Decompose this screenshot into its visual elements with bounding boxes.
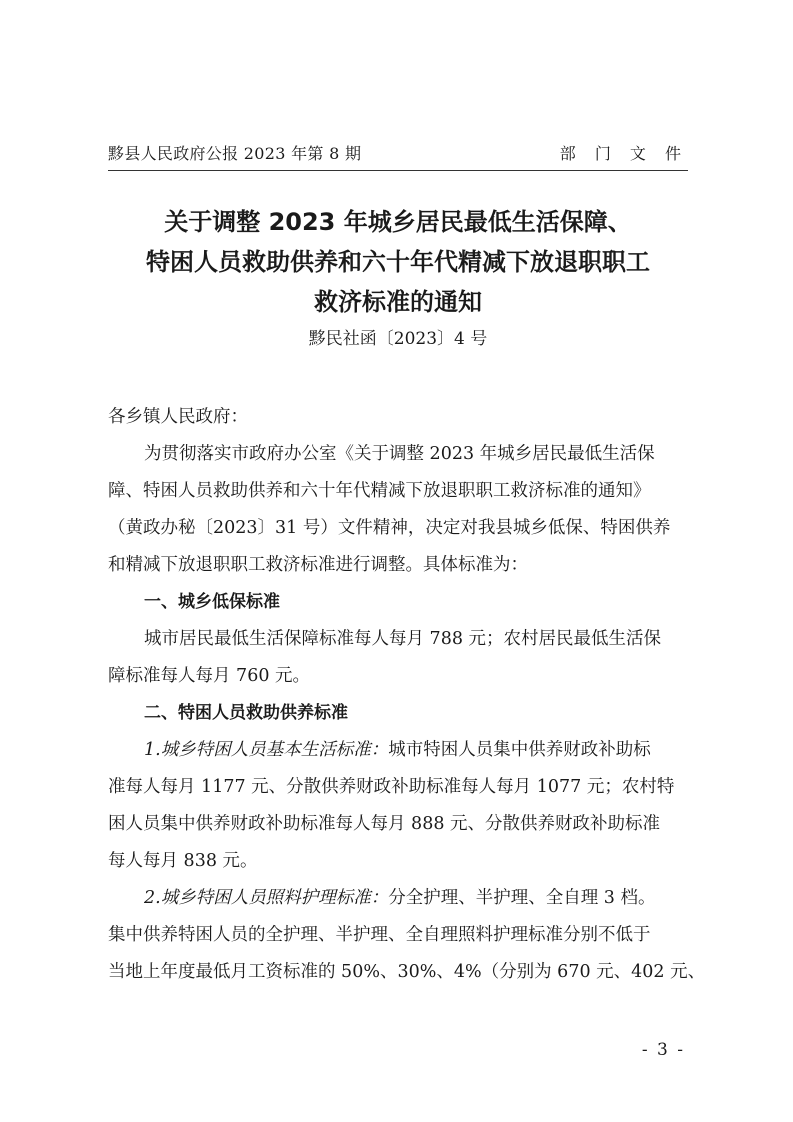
item-2-line xyxy=(108,880,688,917)
section-1-heading: 一、城乡低保标准 xyxy=(144,592,280,612)
intro-line: 障、特困人员救助供养和六十年代精减下放退职职工救济标准的通知》 xyxy=(108,481,651,501)
section-1-line: 障标准每人每月 760 元。 xyxy=(108,666,311,686)
title-line-1: 关于调整 2023 年城乡居民最低生活保障、 xyxy=(164,208,632,236)
document-title xyxy=(90,202,706,322)
section-2-heading: 二、特困人员救助供养标准 xyxy=(144,703,348,723)
salutation-text: 各乡镇人民政府： xyxy=(108,407,248,427)
intro-line: 和精减下放退职职工救济标准进行调整。具体标准为： xyxy=(108,555,528,575)
gazette-issue-label: 黟县人民政府公报 2023 年第 8 期 xyxy=(108,144,362,163)
item-1-label: 1.城乡特困人员基本生活标准： xyxy=(144,740,389,760)
document-number: 黟民社函〔2023〕4 号 xyxy=(308,329,488,349)
item-2-label: 2.城乡特困人员照料护理标准： xyxy=(144,888,389,908)
page-number: - 3 - xyxy=(641,1040,685,1060)
header-divider xyxy=(108,170,688,171)
title-line-2: 特困人员救助供养和六十年代精减下放退职职工 xyxy=(146,248,650,276)
section-2-item-2 xyxy=(108,880,706,991)
section-label: 部 门 文 件 xyxy=(559,144,688,163)
item-2-line: 当地上年度最低月工资标准的 50%、30%、4%（分别为 670 元、402 元、 xyxy=(108,962,706,982)
section-1-paragraph xyxy=(108,621,688,695)
section-1-line: 城市居民最低生活保障标准每人每月 788 元；农村居民最低生活保 xyxy=(144,629,662,649)
item-2-text: 分全护理、半护理、全自理 3 档。 xyxy=(388,888,656,908)
item-1-line: 困人员集中供养财政补助标准每人每月 888 元、分散供养财政补助标准 xyxy=(108,814,661,834)
intro-line: （黄政办秘〔2023〕31 号）文件精神，决定对我县城乡低保、特困供养 xyxy=(108,518,671,538)
item-2-line: 集中供养特困人员的全护理、半护理、全自理照料护理标准分别不低于 xyxy=(108,925,651,945)
item-1-line: 准每人每月 1177 元、分散供养财政补助标准每人每月 1077 元；农村特 xyxy=(108,777,675,797)
intro-line: 为贯彻落实市政府办公室《关于调整 2023 年城乡居民最低生活保 xyxy=(144,444,655,464)
intro-paragraph xyxy=(108,436,688,584)
salutation xyxy=(108,399,688,436)
item-1-line: 每人每月 838 元。 xyxy=(108,851,258,871)
section-2-item-1 xyxy=(108,732,688,880)
item-1-text: 城市特困人员集中供养财政补助标 xyxy=(388,740,651,760)
item-1-line xyxy=(108,732,688,769)
title-line-3: 救济标准的通知 xyxy=(314,288,482,316)
page-header xyxy=(108,141,688,165)
